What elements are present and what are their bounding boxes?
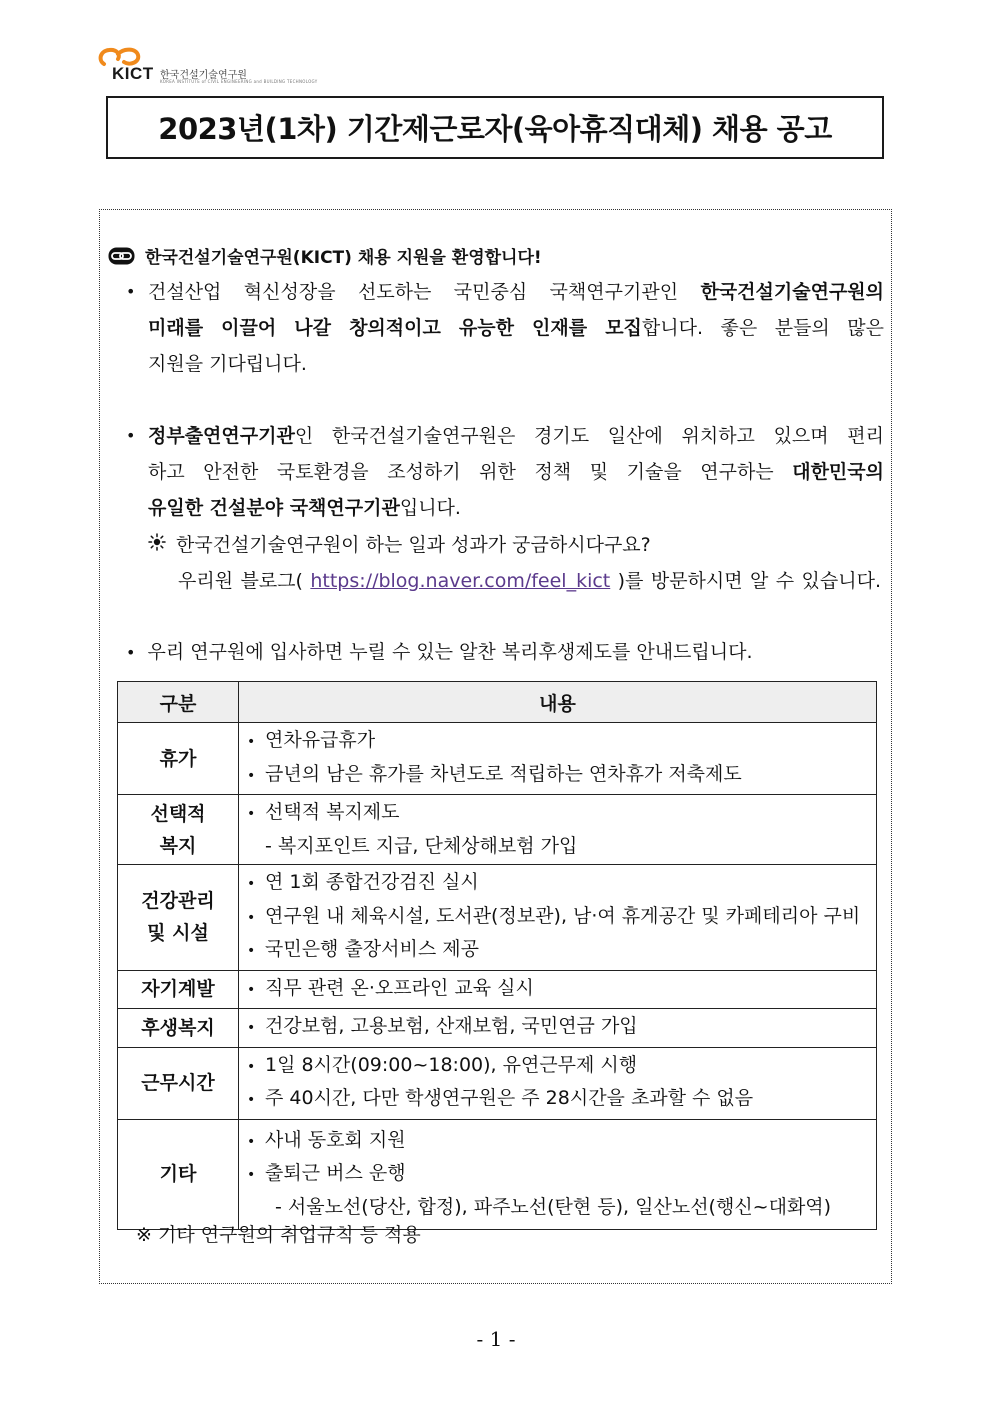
- list-item: • 사내 동호회 지원: [247, 1128, 406, 1151]
- intro-paragraph: [126, 274, 884, 382]
- sub-item: - 서울노선(당산, 합정), 파주노선(탄현 등), 일산노선(행신~대화역): [275, 1195, 832, 1218]
- table-row: [118, 795, 877, 865]
- sub-item: - 복지포인트 지급, 단체상해보험 가입: [265, 834, 578, 857]
- page-number: - 1 -: [476, 1327, 516, 1351]
- chain-link-icon: [108, 247, 135, 265]
- table-row: [118, 1009, 877, 1048]
- table-header-row: [118, 682, 877, 723]
- question-text: 한국건설기술연구원이 하는 일과 성과가 궁금하시다구요?: [176, 534, 651, 556]
- header-category: 구분: [118, 682, 239, 723]
- list-item: • 연 1회 종합건강검진 실시: [247, 871, 479, 893]
- logo-abbr: KICT: [112, 64, 154, 83]
- list-item: • 1일 8시간(09:00~18:00), 유연근무제 시행: [247, 1053, 638, 1076]
- table-row: [118, 723, 877, 795]
- logo-english-name: KOREA INSTITUTE of CIVIL ENGINEERING and BUILDING TECHNOLOGY: [160, 79, 318, 84]
- list-item: • 직무 관련 온·오프라인 교육 실시: [247, 976, 534, 999]
- benefits-table: [117, 681, 877, 1230]
- sun-icon: [148, 533, 166, 551]
- content-panel: [99, 209, 892, 1284]
- row-content: [239, 723, 877, 795]
- table-row: [118, 1047, 877, 1119]
- row-category: 후생복지: [118, 1009, 239, 1048]
- footnote: ※ 기타 연구원의 취업규칙 등 적용: [136, 1224, 421, 1246]
- about-line-3: 유일한 건설분야 국책연구기관입니다.: [148, 497, 461, 519]
- title-box: [106, 96, 884, 159]
- blog-line: [178, 563, 881, 599]
- list-item: • 연구원 내 체육시설, 도서관(정보관), 남·여 휴게공간 및 카페테리아 구비: [247, 904, 861, 927]
- row-category: 건강관리 및 시설: [118, 865, 239, 971]
- bullet-icon: •: [126, 643, 136, 662]
- about-line-2: 하고 안전한 국토환경을 조성하기 위한 정책 및 기술을 연구하는 대한민국의: [148, 461, 884, 483]
- intro-line-2: 미래를 이끌어 나갈 창의적이고 유능한 인재를 모집합니다. 좋은 분들의 많은: [148, 317, 884, 339]
- about-paragraph: [126, 418, 884, 526]
- kict-logo: [96, 46, 318, 86]
- welcome-text: 한국건설기술연구원(KICT) 채용 지원을 환영합니다!: [145, 248, 542, 268]
- about-line-1: 정부출연연구기관인 한국건설기술연구원은 경기도 일산에 위치하고 있으며 편리: [148, 425, 884, 447]
- intro-line-3: 지원을 기다립니다.: [148, 353, 307, 375]
- header-content: 내용: [239, 682, 877, 723]
- table-row: [118, 1119, 877, 1229]
- bullet-icon: •: [126, 426, 136, 445]
- list-item: • 금년의 남은 휴가를 차년도로 적립하는 연차휴가 저축제도: [247, 762, 742, 785]
- blog-link[interactable]: https://blog.naver.com/feel_kict: [310, 570, 611, 592]
- question-line: [148, 527, 651, 563]
- row-content: [239, 1009, 877, 1048]
- page-title: 2023년(1차) 기간제근로자(육아휴직대체) 채용 공고: [158, 112, 832, 146]
- welcome-heading: [108, 243, 542, 268]
- row-content: [239, 970, 877, 1009]
- list-item: • 선택적 복지제도: [247, 801, 400, 823]
- list-item: • 국민은행 출장서비스 제공: [247, 938, 479, 960]
- row-content: [239, 865, 877, 971]
- table-row: [118, 970, 877, 1009]
- list-item: • 연차유급휴가: [247, 729, 376, 751]
- list-item: • 건강보험, 고용보험, 산재보험, 국민연금 가입: [247, 1015, 638, 1037]
- intro-line-1: 건설산업 혁신성장을 선도하는 국민중심 국책연구기관인 한국건설기술연구원의: [148, 281, 884, 303]
- benefits-intro: [126, 634, 753, 671]
- blog-post: )를 방문하시면 알 수 있습니다.: [610, 570, 881, 592]
- row-content: [239, 1047, 877, 1119]
- row-category: 선택적 복지: [118, 795, 239, 865]
- row-content: [239, 1119, 877, 1229]
- table-row: [118, 865, 877, 971]
- list-item: • 출퇴근 버스 운행: [247, 1162, 406, 1185]
- bullet-icon: •: [126, 282, 136, 301]
- benefits-intro-text: 우리 연구원에 입사하면 누릴 수 있는 알찬 복리후생제도를 안내드립니다.: [147, 641, 753, 663]
- blog-pre: 우리원 블로그(: [178, 570, 311, 592]
- list-item: • 주 40시간, 다만 학생연구원은 주 28시간을 초과할 수 없음: [247, 1087, 754, 1109]
- row-category: 기타: [118, 1119, 239, 1229]
- logo-korean-name: 한국건설기술연구원: [160, 70, 247, 81]
- row-category: 근무시간: [118, 1047, 239, 1119]
- row-category: 휴가: [118, 723, 239, 795]
- row-category: 자기계발: [118, 970, 239, 1009]
- row-content: [239, 795, 877, 865]
